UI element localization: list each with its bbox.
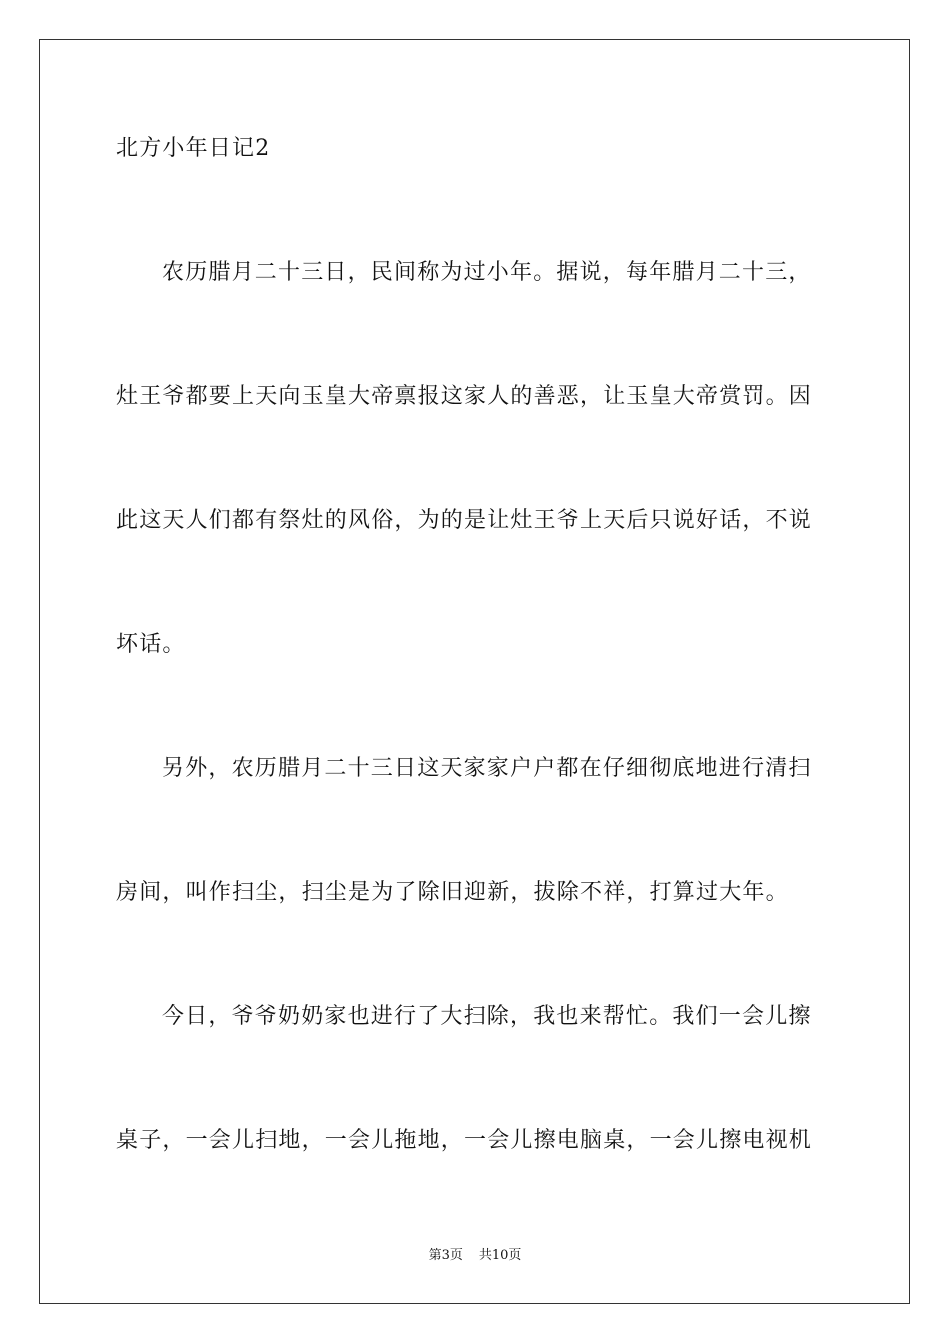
- document-title: 北方小年日记2: [116, 136, 271, 161]
- paragraph-1-line-3: 此这天人们都有祭灶的风俗，为的是让灶王爷上天后只说好话，不说: [116, 508, 813, 533]
- page-number: 第3页: [428, 1248, 463, 1263]
- page-footer: [0, 1247, 950, 1265]
- paragraph-2-line-2: 房间，叫作扫尘，扫尘是为了除旧迎新，拔除不祥，打算过大年。: [116, 880, 789, 905]
- page-total: 共10页: [478, 1248, 522, 1263]
- paragraph-2-line-1: 另外，农历腊月二十三日这天家家户户都在仔细彻底地进行清扫: [162, 756, 812, 781]
- paragraph-1-line-4: 坏话。: [116, 632, 186, 657]
- paragraph-3-line-2: 桌子，一会儿扫地，一会儿拖地，一会儿擦电脑桌，一会儿擦电视机: [116, 1128, 813, 1153]
- paragraph-1-line-2: 灶王爷都要上天向玉皇大帝禀报这家人的善恶，让玉皇大帝赏罚。因: [116, 384, 813, 409]
- page-border: [39, 39, 910, 1304]
- paragraph-3-line-1: 今日，爷爷奶奶家也进行了大扫除，我也来帮忙。我们一会儿擦: [162, 1004, 812, 1029]
- paragraph-1-line-1: 农历腊月二十三日，民间称为过小年。据说，每年腊月二十三，: [162, 260, 812, 285]
